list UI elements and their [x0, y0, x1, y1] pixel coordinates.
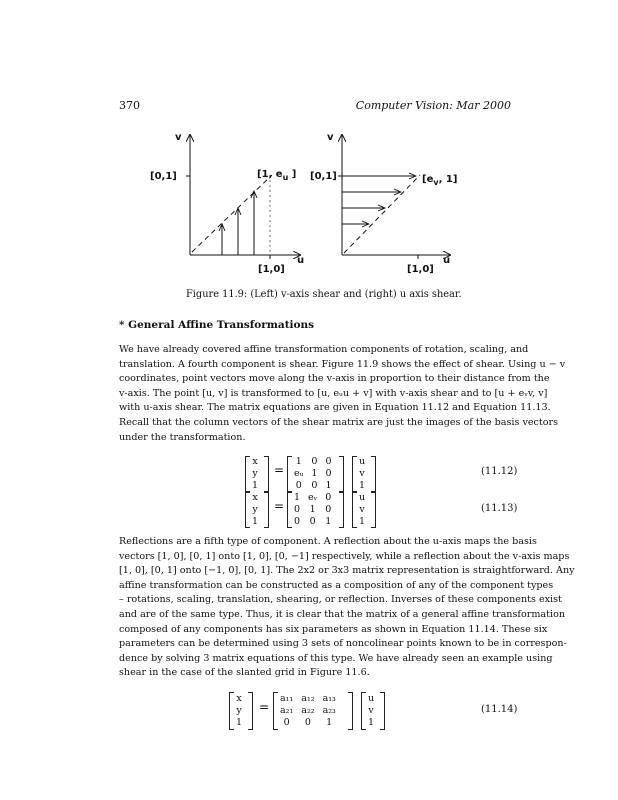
paragraph-line: composed of any components has six parameters as shown in Equation 11.14. These six — [119, 623, 548, 635]
left-origin-label: [0,1] — [150, 171, 177, 182]
paragraph-line: vectors [1, 0], [0, 1] onto [1, 0], [0, −1] respectively, while a reflection about the v-axis maps — [119, 550, 570, 562]
right-v-label: v — [327, 132, 334, 143]
right-u-label: u — [443, 255, 451, 266]
right-dashed-line — [344, 175, 420, 253]
paragraph-line: with u-axis shear. The matrix equations are given in Equation 11.12 and Equation 11.13. — [119, 402, 551, 414]
section-title: * General Affine Transformations — [119, 319, 315, 331]
paragraph-2 — [119, 535, 575, 681]
running-title: Computer Vision: Mar 2000 — [355, 99, 511, 112]
paragraph-line: [1, 0], [0, 1] onto [−1, 0], [0, 1]. The 2x2 or 3x3 matrix representation is straightforward. Any — [119, 565, 575, 577]
left-corner-label: [1, $e_u$ ] — [257, 169, 297, 182]
figure-shear — [150, 125, 470, 285]
paragraph-line: Reflections are a fifth type of component. A reflection about the u-axis maps the basis — [119, 536, 537, 547]
paragraph-line: and are of the same type. Thus, it is clear that the matrix of a general affine transformation — [119, 608, 566, 620]
paragraph-line: affine transformation can be constructed as a composition of any of the component types — [119, 579, 554, 591]
paragraph-1 — [119, 343, 566, 445]
paragraph-line: We have already covered affine transformation components of rotation, scaling, and — [119, 344, 529, 355]
right-shear-diagram — [338, 135, 450, 259]
paragraph-line: translation. A fourth component is shear. Figure 11.9 shows the effect of shear. Using u − v — [119, 358, 566, 370]
paragraph-line: coordinates, point vectors move along the v-axis in proportion to their distance from the — [119, 373, 550, 385]
left-x-label: [1,0] — [258, 264, 285, 275]
right-origin-label: [0,1] — [310, 171, 337, 182]
figure-caption: Figure 11.9: (Left) v-axis shear and (right) u axis shear. — [186, 289, 462, 300]
eq-number-11-13: (11.13) — [481, 503, 518, 514]
paragraph-line: under the transformation. — [119, 431, 246, 443]
left-dashed-line — [192, 175, 272, 252]
paragraph-line: v-axis. The point [u, v] is transformed to [u, eᵤu + v] with v-axis shear and to [u + eᵥv, v] — [119, 387, 548, 399]
paragraph-line: parameters can be determined using 3 sets of noncolinear points known to be in correspon- — [119, 638, 567, 650]
left-u-label: u — [297, 255, 305, 266]
left-shear-diagram — [186, 135, 300, 259]
right-corner-label: [$e_v$, 1] — [422, 174, 458, 187]
paragraph-line: shear in the case of the slanted grid in Figure 11.6. — [119, 667, 370, 679]
right-x-label: [1,0] — [407, 264, 434, 275]
left-v-label: v — [175, 132, 182, 143]
eq-number-11-12: (11.12) — [481, 466, 518, 477]
page-number: 370 — [119, 99, 140, 112]
paragraph-line: dence by solving 3 matrix equations of this type. We have already seen an example using — [119, 652, 553, 664]
paragraph-line: Recall that the column vectors of the shear matrix are just the images of the basis vectors — [119, 416, 559, 428]
paragraph-line: – rotations, scaling, translation, shearing, or reflection. Inverses of these components exist — [119, 594, 562, 606]
eq-number-11-14: (11.14) — [481, 704, 518, 715]
